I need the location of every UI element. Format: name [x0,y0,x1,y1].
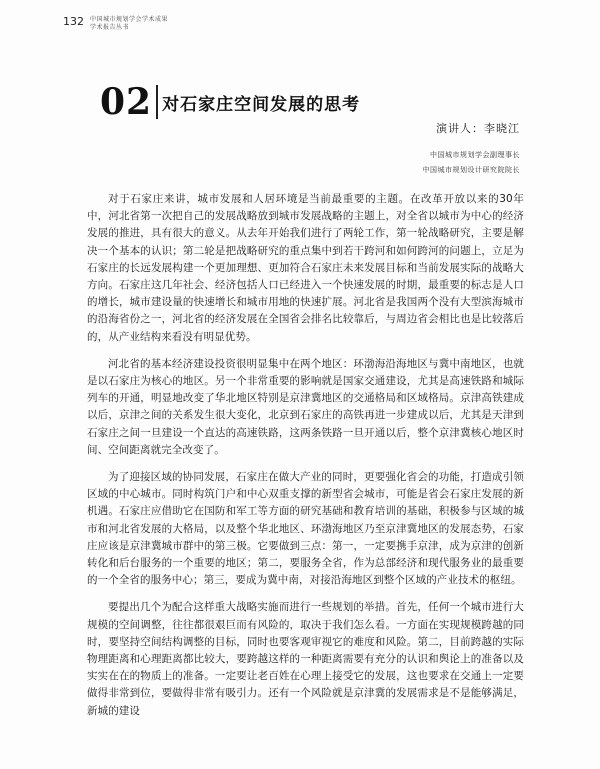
speaker-name: 演讲人：李晓江 [436,122,520,135]
page-number: 132 [63,15,84,28]
book-title: 中国城市规划学会学术成果 [90,16,169,23]
paragraph: 河北省的基本经济建设投资很明显集中在两个地区：环渤海沿海地区与冀中南地区，也就是以石家庄为核心的地区。另一个非常重要的影响就是国家交通建设，尤其是高速铁路和城际列车的开通，明显地改变了华北地区特别是京津冀地区的交通格局和区域格局。京津高铁建成以后，京津之间的关系发生很大变化，北京到石家庄的高铁再进一步建成以后，尤其是天津到石家庄之间一旦建设一个直达的高速铁路，这两条铁路一旦开通以后，整个京津冀核心地区时间、空间距离就完全改变了。 [87,357,524,456]
chapter-title: 对石家庄空间发展的思考 [162,94,361,115]
chapter-number: 02 [100,81,153,123]
chapter-heading [100,81,361,123]
body-text [87,191,524,720]
paragraph: 对于石家庄来讲，城市发展和人居环境是当前最重要的主题。在改革开放以来的30年中，河北省第一次把自己的发展战略放到城市发展战略的主题上，对全省以城市为中心的经济发展的推进，具有很大的意义。从去年开始我们进行了两轮工作，第一轮战略研究，主要是解决一个基本的认识；第二轮是把战略研究的重点集中到若干跨河和如何跨河的问题上，立足为石家庄的长远发展构建一个更加理想、更加符合石家庄未来发展目标和当前发展实际的战略大方向。石家庄这几年社会、经济包括人口已经进入一个快速发展的时期，最重要的标志是人口的增长，城市建设量的快速增长和城市用地的快速扩展。河北省是我国两个没有大型滨海城市的沿海省份之一，河北省的经济发展在全国省会排名比较靠后，与周边省会相比也是比较落后的，从产业结构来看没有明显优势。 [87,193,524,343]
speaker-affiliation-1: 中国城市规划学会副理事长 [430,151,520,159]
paragraph: 为了迎接区域的协同发展，石家庄在做大产业的同时，更要强化省会的功能，打造成引领区域的中心城市。同时构筑门户和中心双重支撑的新型省会城市，可能是省会石家庄发展的新机遇。石家庄应借助它在国防和军工等方面的研究基础和教育培训的基础，积极参与区域的城市和河北省发展的大格局，以及整个华北地区、环渤海地区乃至京津冀地区的发展态势，石家庄应该是京津冀城市群中的第三极。它要做到三点：第一，一定要携手京津，成为京津的创新转化和后台服务的一个重要的地区；第二，要服务全省，作为总部经济和现代服务业的最重要的一个全省的服务中心；第三，要成为冀中南，对接沿海地区到整个区域的产业技术的枢纽。 [87,471,524,587]
series-name: 学术报告丛书 [90,24,130,31]
speaker-block [423,120,521,178]
chapter-divider [156,85,158,119]
paragraph: 要提出几个为配合这样重大战略实施而进行一些规划的举措。首先，任何一个城市进行大规模的空间调整，往往都很艰巨而有风险的，取决于我们怎么看。一方面在实现规模跨越的同时，要坚持空间结构调整的目标，同时也要客观审视它的难度和风险。第二，目前跨越的实际物理距离和心理距离都比较大，要跨越这样的一种距离需要有充分的认识和舆论上的准备以及实实在在的物质上的准备。一定要让老百姓在心理上接受它的发展，这也要求在交通上一定要做得非常到位，要做得非常有吸引力。还有一个风险就是京津冀的发展需求是不是能够满足，新城的建设 [87,601,524,717]
running-header [63,16,168,32]
book-info [90,16,168,32]
speaker-affiliation-2: 中国城市规划设计研究院院长 [422,166,520,174]
